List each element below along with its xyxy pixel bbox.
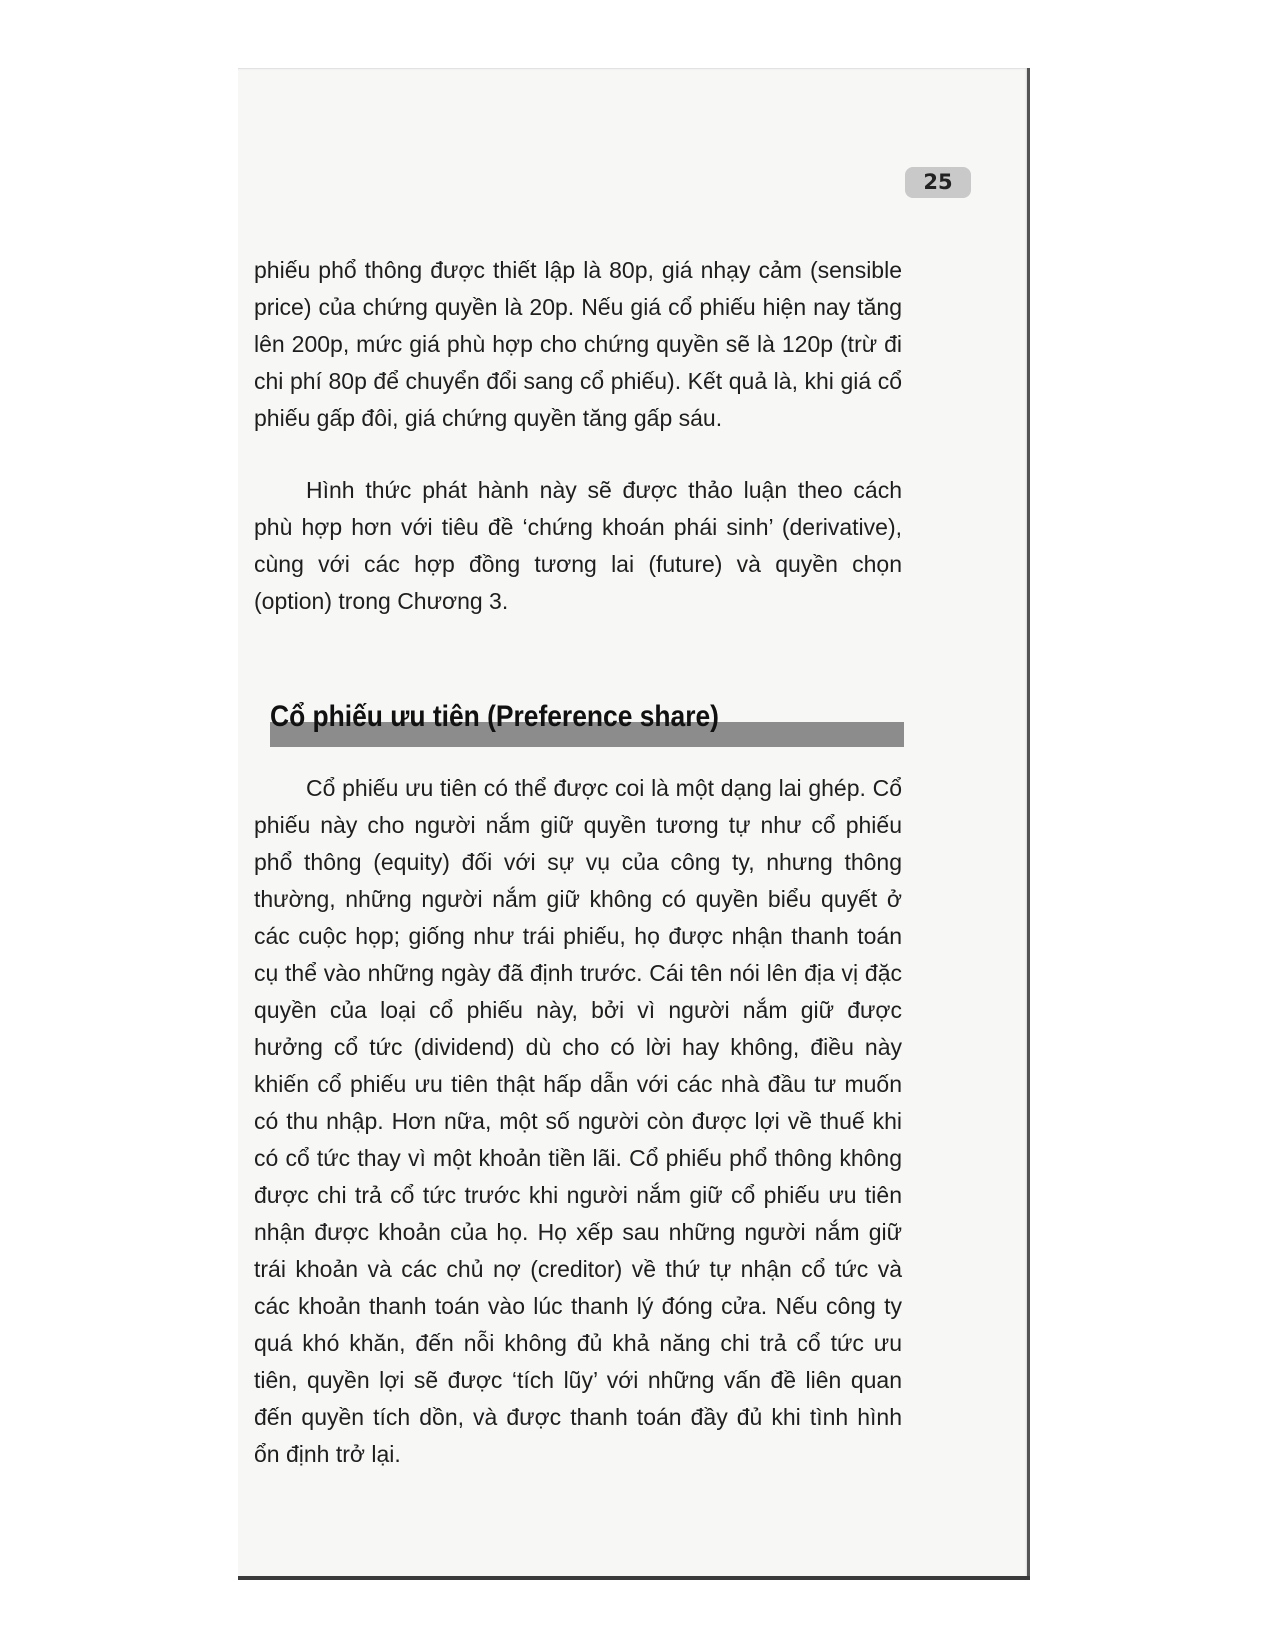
paragraph-1-text: phiếu phổ thông được thiết lập là 80p, giá nhạy cảm (sensible price) của chứng quyền là 20p. Nếu giá cổ phiếu hiện nay tăng lên 200p, mức giá phù hợp cho chứng quyền sẽ là 120p (trừ đi chi phí 80p để chuyển đổi sang cổ phiếu). Kết quả là, khi giá cổ phiếu gấp đôi, giá chứng quyền tăng gấp sáu. — [254, 257, 902, 431]
paragraph-3-text: Cổ phiếu ưu tiên có thể được coi là một dạng lai ghép. Cổ phiếu này cho người nắm giữ quyền tương tự như cổ phiếu phổ thông (equity) đối với sự vụ của công ty, nhưng thông thường, những người nắm giữ không có quyền biểu quyết ở các cuộc họp; giống như trái phiếu, họ được nhận thanh toán cụ thể vào những ngày đã định trước. Cái tên nói lên địa vị đặc quyền của loại cổ phiếu này, bởi vì người nắm giữ được hưởng cổ tức (dividend) dù cho có lời hay không, điều này khiến cổ phiếu ưu tiên thật hấp dẫn với các nhà đầu tư muốn có thu nhập. Hơn nữa, một số người còn được lợi về thuế khi có cổ tức thay vì một khoản tiền lãi. Cổ phiếu phổ thông không được chi trả cổ tức trước khi người nắm giữ cổ phiếu ưu tiên nhận được khoản của họ. Họ xếp sau những người nắm giữ trái khoản và các chủ nợ (creditor) về thứ tự nhận cổ tức và các khoản thanh toán vào lúc thanh lý đóng cửa. Nếu công ty quá khó khăn, đến nỗi không đủ khả năng chi trả cổ tức ưu tiên, quyền lợi sẽ được ‘tích lũy’ với những vấn đề liên quan đến quyền tích dồn, và được thanh toán đầy đủ khi tình hình ổn định trở lại. — [254, 775, 902, 1467]
paragraph-derivative — [254, 472, 902, 620]
paragraph-preference-share — [254, 770, 902, 1473]
paragraph-2-text: Hình thức phát hành này sẽ được thảo luận theo cách phù hợp hơn với tiêu đề ‘chứng khoán phái sinh’ (derivative), cùng với các hợp đồng tương lai (future) và quyền chọn (option) trong Chương 3. — [254, 477, 902, 614]
page-right-edge — [1027, 68, 1030, 1580]
paragraph-continued — [254, 252, 902, 437]
page-bottom-edge — [238, 1576, 1030, 1580]
page-number-badge: 25 — [905, 167, 971, 198]
section-heading: Cổ phiếu ưu tiên (Preference share) — [270, 700, 719, 733]
